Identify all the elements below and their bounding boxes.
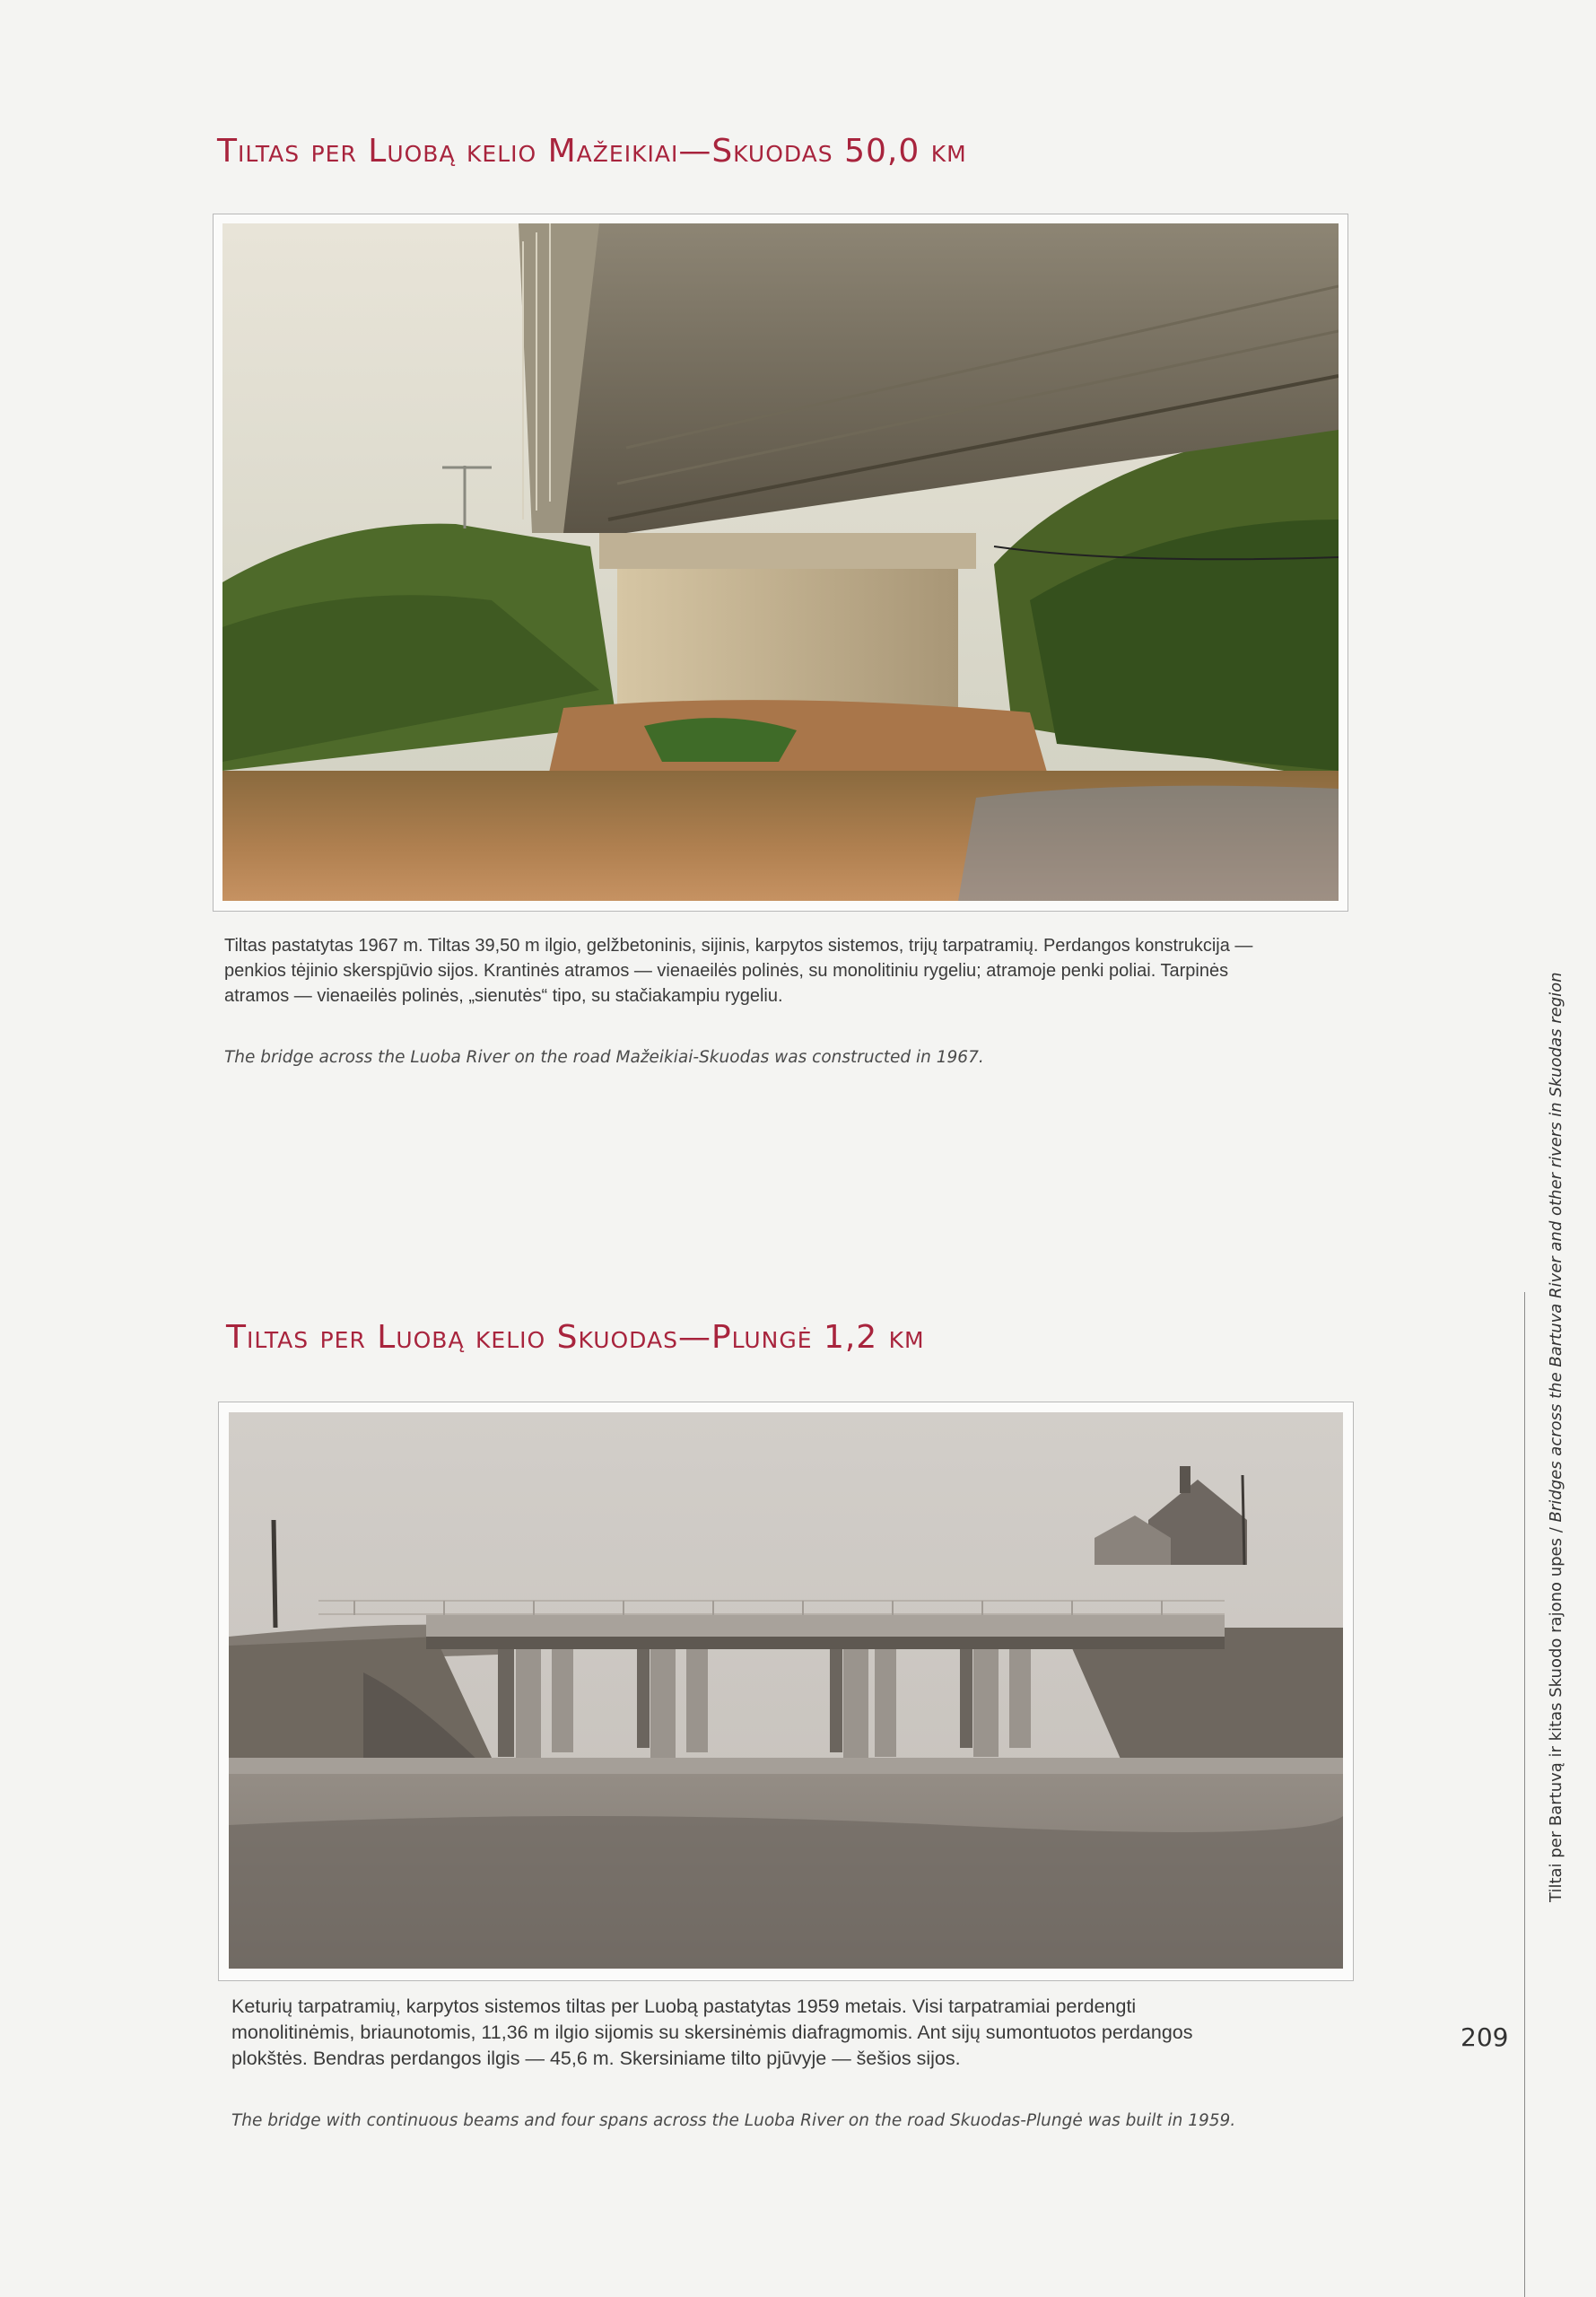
photo-1-bridge-color bbox=[222, 223, 1339, 901]
photo-2-illustration bbox=[229, 1412, 1343, 1969]
section-1-title: Tiltas per Luobą kelio Mažeikiai—Skuodas 50,0 km bbox=[217, 133, 967, 170]
page-number: 209 bbox=[1461, 2022, 1509, 2052]
photo-1-illustration bbox=[222, 223, 1339, 901]
section-2-caption-en: The bridge with continuous beams and four spans across the Luoba River on the road Skuodas-Plungė was built in 1959. bbox=[231, 2111, 1236, 2130]
section-2-caption-lt: Keturių tarpatramių, karpytos sistemos tiltas per Luobą pastatytas 1959 metais. Visi tarpatramiai perdengti monolitinėmis, briaunotomis, 11,36 m ilgio sijomis su skersinėmis diafragmomis. Ant sijų sumontuotos perdangos plokštės. Bendras perdangos ilgis — 45,6 m. Skersiniame tilto pjūvyje — šešios sijos. bbox=[231, 1996, 1193, 2069]
section-1-caption-en: The bridge across the Luoba River on the road Mažeikiai-Skuodas was constructed in 1967. bbox=[224, 1048, 984, 1067]
photo-2-frame bbox=[218, 1402, 1354, 1981]
section-1-caption-lt: Tiltas pastatytas 1967 m. Tiltas 39,50 m ilgio, gelžbetoninis, sijinis, karpytos sistemos, trijų tarpatramių. Perdangos konstrukcija — penkios tėjinio skerspjūvio sijos. Krantinės atramos — vienaeilės polinės, su monolitiniu rygeliu; atramoje penki poliai. Tarpinės atramos — vienaeilės polinės, „sienutės“ tipo, su stačiakampiu rygeliu. bbox=[224, 936, 1253, 1006]
photo-1-frame bbox=[213, 214, 1348, 912]
sidebar-rule bbox=[1524, 1292, 1525, 2297]
photo-2-bridge-bw bbox=[229, 1412, 1343, 1969]
sidebar-text-en: Bridges across the Bartuva River and other rivers in Skuodas region bbox=[1547, 972, 1565, 1523]
sidebar-text-lt: Tiltai per Bartuvą ir kitas Skuodo rajono upes / bbox=[1547, 1522, 1565, 1902]
sidebar-running-title bbox=[1547, 972, 1565, 1902]
section-2-title: Tiltas per Luobą kelio Skuodas—Plungė 1,2 km bbox=[226, 1319, 925, 1356]
